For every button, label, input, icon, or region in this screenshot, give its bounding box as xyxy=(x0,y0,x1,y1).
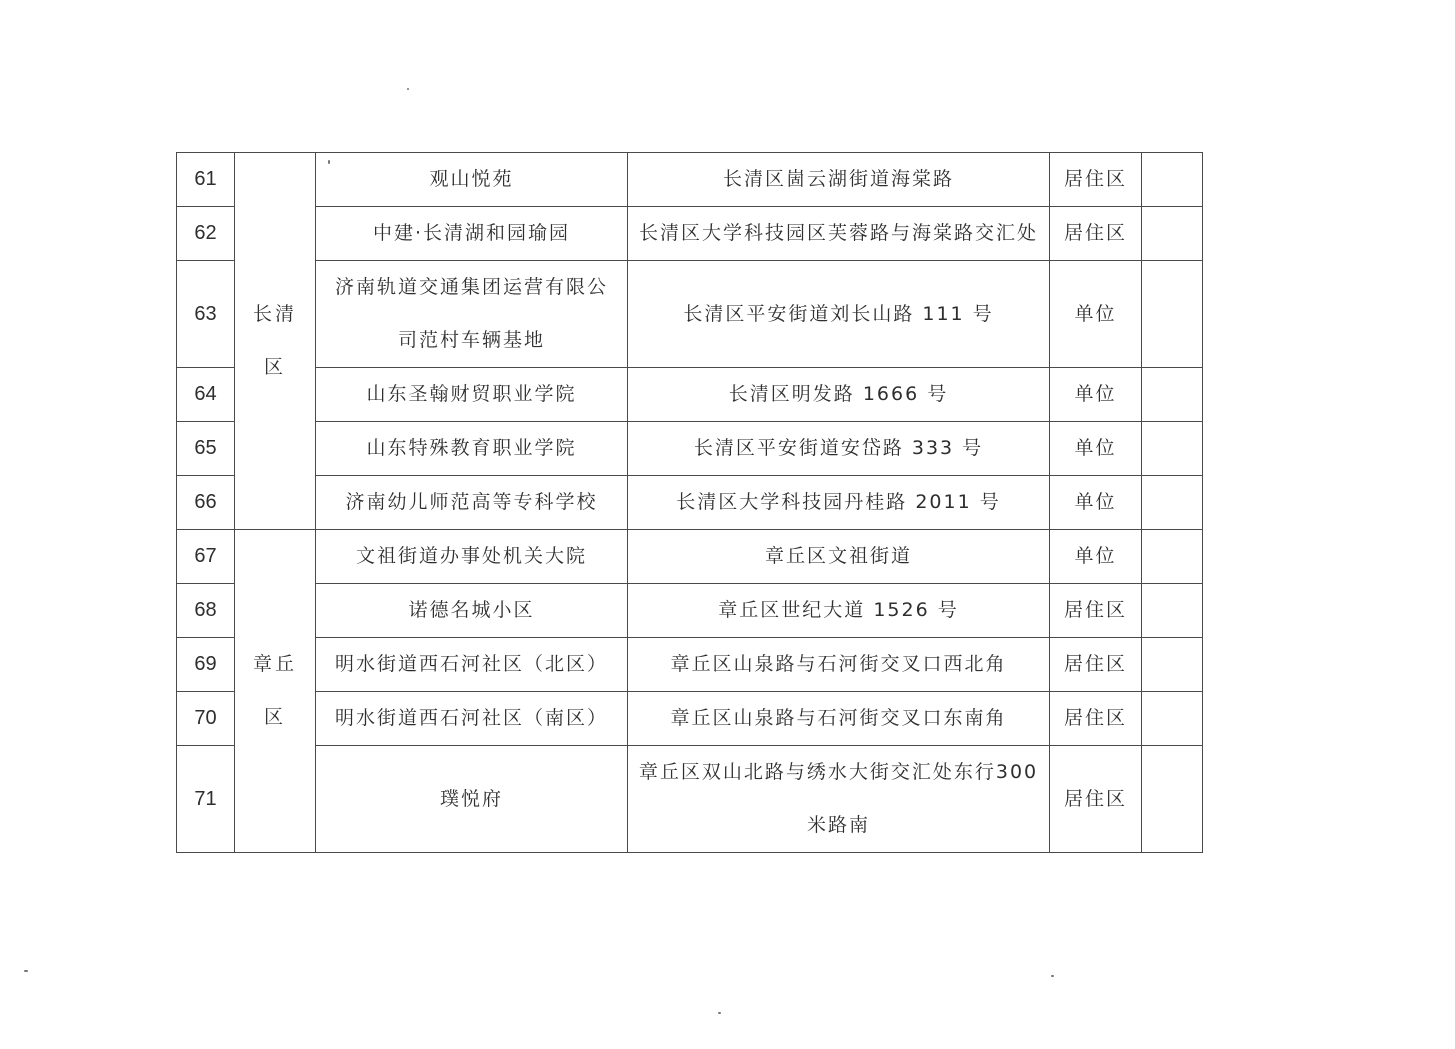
scan-speck xyxy=(24,970,28,972)
row-number: 71 xyxy=(177,746,235,853)
row-number: 63 xyxy=(177,261,235,368)
site-type: 居住区 xyxy=(1050,638,1142,692)
site-name: 璞悦府 xyxy=(316,746,628,853)
table-row xyxy=(177,261,1203,368)
row-number: 69 xyxy=(177,638,235,692)
row-number: 62 xyxy=(177,207,235,261)
table-row xyxy=(177,638,1203,692)
table-row xyxy=(177,368,1203,422)
row-number: 66 xyxy=(177,476,235,530)
site-address: 章丘区双山北路与绣水大街交汇处东行300米路南 xyxy=(628,746,1050,853)
district-cell: 长清区 xyxy=(235,153,316,530)
site-address: 章丘区山泉路与石河街交叉口西北角 xyxy=(628,638,1050,692)
site-name: 济南轨道交通集团运营有限公司范村车辆基地 xyxy=(316,261,628,368)
site-type: 居住区 xyxy=(1050,692,1142,746)
note-cell xyxy=(1142,746,1203,853)
site-type: 单位 xyxy=(1050,261,1142,368)
site-type: 单位 xyxy=(1050,530,1142,584)
scan-speck xyxy=(1051,975,1054,977)
table-row xyxy=(177,153,1203,207)
row-number: 64 xyxy=(177,368,235,422)
note-cell xyxy=(1142,584,1203,638)
table-row xyxy=(177,422,1203,476)
row-number: 68 xyxy=(177,584,235,638)
row-number: 61 xyxy=(177,153,235,207)
note-cell xyxy=(1142,207,1203,261)
table-row xyxy=(177,207,1203,261)
site-address: 章丘区世纪大道 1526 号 xyxy=(628,584,1050,638)
site-address: 长清区平安街道刘长山路 111 号 xyxy=(628,261,1050,368)
scan-speck xyxy=(328,160,330,164)
site-address: 长清区大学科技园丹桂路 2011 号 xyxy=(628,476,1050,530)
site-name: 山东圣翰财贸职业学院 xyxy=(316,368,628,422)
site-address: 长清区平安街道安岱路 333 号 xyxy=(628,422,1050,476)
site-type: 单位 xyxy=(1050,476,1142,530)
site-address: 长清区大学科技园区芙蓉路与海棠路交汇处 xyxy=(628,207,1050,261)
site-type: 居住区 xyxy=(1050,153,1142,207)
site-address: 章丘区文祖街道 xyxy=(628,530,1050,584)
row-number: 65 xyxy=(177,422,235,476)
scan-speck xyxy=(718,1012,721,1014)
site-address: 长清区崮云湖街道海棠路 xyxy=(628,153,1050,207)
row-number: 67 xyxy=(177,530,235,584)
row-number: 70 xyxy=(177,692,235,746)
site-name: 诺德名城小区 xyxy=(316,584,628,638)
table-row xyxy=(177,584,1203,638)
note-cell xyxy=(1142,261,1203,368)
site-type: 居住区 xyxy=(1050,584,1142,638)
site-type: 单位 xyxy=(1050,368,1142,422)
note-cell xyxy=(1142,368,1203,422)
scan-speck xyxy=(407,88,409,90)
site-name: 观山悦苑 xyxy=(316,153,628,207)
note-cell xyxy=(1142,153,1203,207)
table-row xyxy=(177,476,1203,530)
note-cell xyxy=(1142,422,1203,476)
site-address: 章丘区山泉路与石河街交叉口东南角 xyxy=(628,692,1050,746)
note-cell xyxy=(1142,692,1203,746)
table-row xyxy=(177,746,1203,853)
table-row xyxy=(177,530,1203,584)
table-row xyxy=(177,692,1203,746)
note-cell xyxy=(1142,530,1203,584)
district-cell: 章丘区 xyxy=(235,530,316,853)
site-type: 居住区 xyxy=(1050,746,1142,853)
site-type: 居住区 xyxy=(1050,207,1142,261)
note-cell xyxy=(1142,638,1203,692)
site-name: 济南幼儿师范高等专科学校 xyxy=(316,476,628,530)
note-cell xyxy=(1142,476,1203,530)
site-name: 明水街道西石河社区（北区） xyxy=(316,638,628,692)
site-name: 中建·长清湖和园瑜园 xyxy=(316,207,628,261)
site-address: 长清区明发路 1666 号 xyxy=(628,368,1050,422)
site-name: 山东特殊教育职业学院 xyxy=(316,422,628,476)
site-name: 文祖街道办事处机关大院 xyxy=(316,530,628,584)
site-type: 单位 xyxy=(1050,422,1142,476)
site-list-table xyxy=(176,152,1203,853)
site-name: 明水街道西石河社区（南区） xyxy=(316,692,628,746)
